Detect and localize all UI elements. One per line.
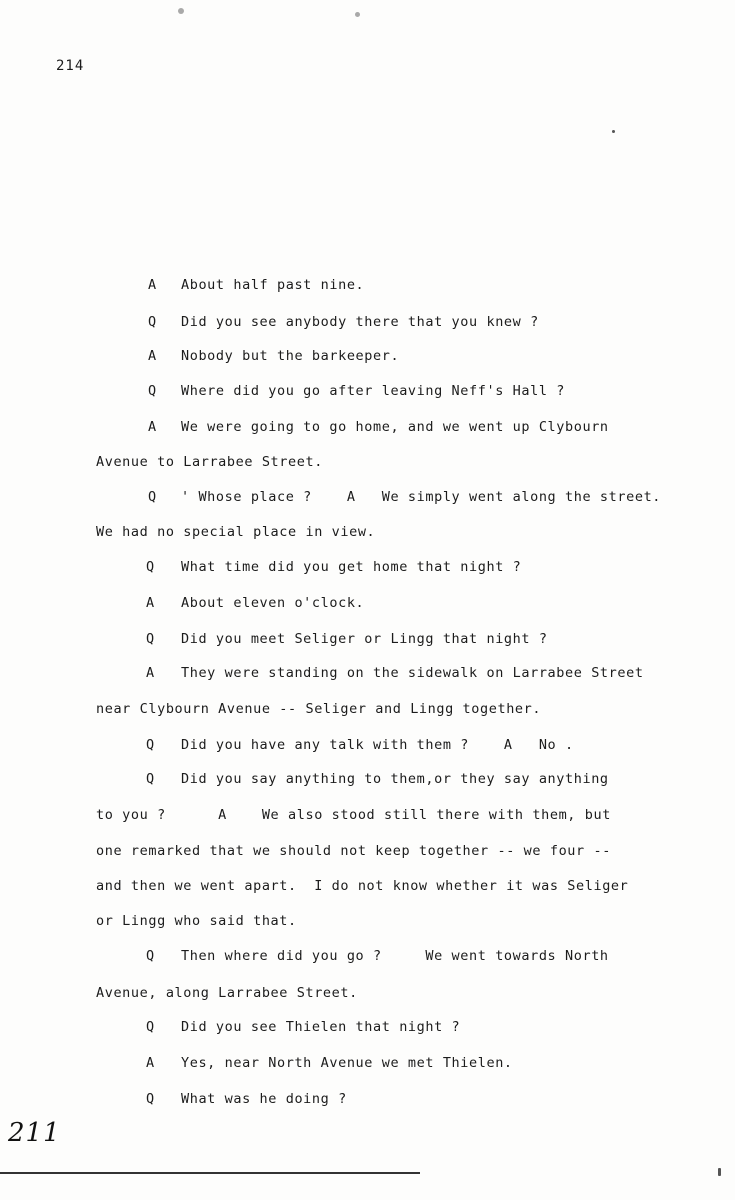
question-marker: Q: [146, 1019, 155, 1035]
question-marker: Q: [148, 314, 157, 330]
question-marker: Q: [146, 631, 155, 647]
transcript-line: About eleven o'clock.: [181, 595, 365, 611]
question-marker: Q: [146, 737, 155, 753]
question-marker: Q: [146, 559, 155, 575]
answer-marker: A: [146, 665, 155, 681]
transcript-line: About half past nine.: [181, 277, 365, 293]
transcript-line: Yes, near North Avenue we met Thielen.: [181, 1055, 513, 1071]
transcript-line: Avenue, along Larrabee Street.: [96, 985, 358, 1001]
transcript-line: to you ? A We also stood still there with them, but: [96, 807, 611, 823]
answer-marker: A: [146, 1055, 155, 1071]
speck-mark: [612, 130, 615, 133]
transcript-line: Did you see anybody there that you knew ?: [181, 314, 539, 330]
question-marker: Q: [148, 383, 157, 399]
transcript-line: Did you see Thielen that night ?: [181, 1019, 461, 1035]
answer-marker: A: [148, 277, 157, 293]
speck-mark: [178, 8, 184, 14]
transcript-line: They were standing on the sidewalk on Larrabee Street: [181, 665, 644, 681]
speck-mark: [355, 12, 360, 17]
handwritten-folio-number: 211: [8, 1118, 61, 1148]
transcript-line: Nobody but the barkeeper.: [181, 348, 400, 364]
question-marker: Q: [146, 771, 155, 787]
bottom-rule: [0, 1172, 420, 1174]
transcript-line: ' Whose place ? A We simply went along the street.: [181, 489, 662, 505]
transcript-line: Where did you go after leaving Neff's Hall ?: [181, 383, 566, 399]
transcript-line: What was he doing ?: [181, 1091, 347, 1107]
transcript-line: Avenue to Larrabee Street.: [96, 454, 323, 470]
question-marker: Q: [148, 489, 157, 505]
page-number: 214: [56, 58, 85, 74]
transcript-line: Then where did you go ? We went towards North: [181, 948, 609, 964]
transcript-line: We had no special place in view.: [96, 524, 376, 540]
transcript-line: Did you meet Seliger or Lingg that night ?: [181, 631, 548, 647]
transcript-line: What time did you get home that night ?: [181, 559, 522, 575]
question-marker: Q: [146, 1091, 155, 1107]
transcript-line: or Lingg who said that.: [96, 913, 297, 929]
transcript-line: one remarked that we should not keep together -- we four --: [96, 843, 611, 859]
transcript-line: Did you say anything to them,or they say anything: [181, 771, 609, 787]
answer-marker: A: [148, 348, 157, 364]
transcript-line: and then we went apart. I do not know whether it was Seliger: [96, 878, 629, 894]
answer-marker: A: [146, 595, 155, 611]
answer-marker: A: [148, 419, 157, 435]
speck-mark: [718, 1168, 721, 1176]
transcript-line: near Clybourn Avenue -- Seliger and Lingg together.: [96, 701, 542, 717]
question-marker: Q: [146, 948, 155, 964]
transcript-line: We were going to go home, and we went up Clybourn: [181, 419, 609, 435]
transcript-line: Did you have any talk with them ? A No .: [181, 737, 574, 753]
